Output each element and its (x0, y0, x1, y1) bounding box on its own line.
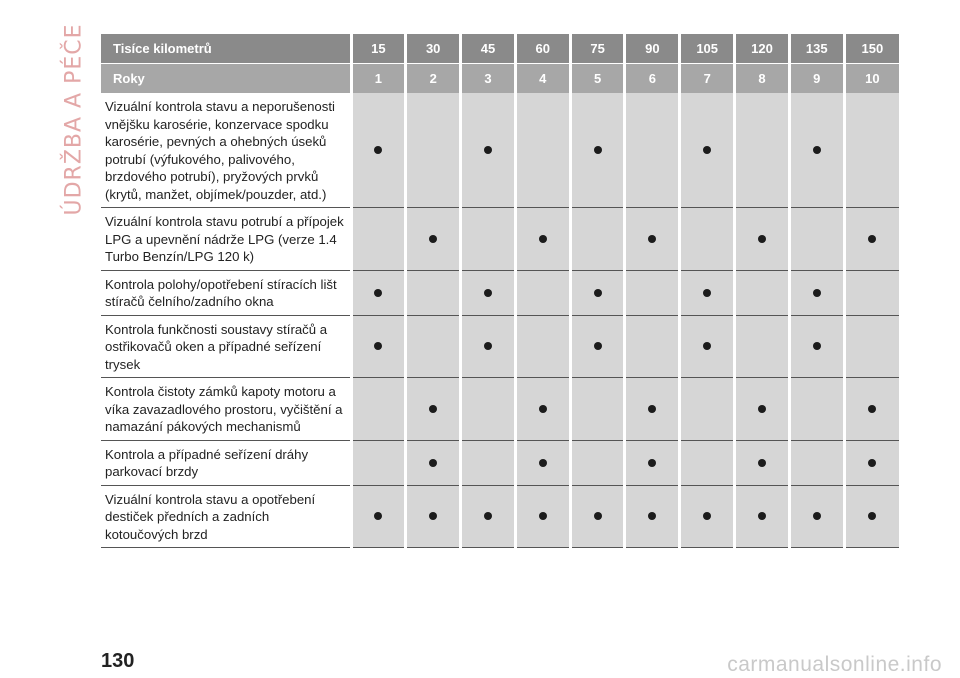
schedule-cell (844, 378, 899, 441)
schedule-cell (844, 485, 899, 548)
interval-dot-icon (484, 512, 492, 520)
table-row (101, 485, 899, 548)
schedule-cell (351, 378, 406, 441)
schedule-cell (351, 440, 406, 485)
interval-dot-icon (648, 512, 656, 520)
schedule-cell (406, 440, 461, 485)
task-label: Kontrola funkčnosti soustavy stíračů a ostřikovačů oken a případné seřízení trysek (101, 315, 351, 378)
interval-dot-icon (813, 146, 821, 154)
km-value: 30 (406, 34, 461, 64)
interval-dot-icon (374, 512, 382, 520)
schedule-cell (351, 208, 406, 271)
interval-dot-icon (758, 459, 766, 467)
schedule-cell (351, 93, 406, 208)
year-value: 8 (735, 64, 790, 94)
schedule-cell (406, 378, 461, 441)
schedule-cell (789, 315, 844, 378)
interval-dot-icon (374, 342, 382, 350)
interval-dot-icon (813, 342, 821, 350)
interval-dot-icon (594, 342, 602, 350)
schedule-cell (625, 440, 680, 485)
km-header-label: Tisíce kilometrů (101, 34, 351, 64)
interval-dot-icon (758, 405, 766, 413)
schedule-cell (406, 208, 461, 271)
km-value: 120 (735, 34, 790, 64)
schedule-cell (461, 378, 516, 441)
schedule-cell (844, 93, 899, 208)
interval-dot-icon (813, 512, 821, 520)
schedule-cell (515, 485, 570, 548)
km-value: 75 (570, 34, 625, 64)
km-value: 45 (461, 34, 516, 64)
schedule-cell (515, 93, 570, 208)
schedule-cell (570, 315, 625, 378)
interval-dot-icon (429, 459, 437, 467)
schedule-cell (570, 440, 625, 485)
interval-dot-icon (648, 459, 656, 467)
section-title-vertical (56, 22, 92, 216)
interval-dot-icon (484, 146, 492, 154)
schedule-cell (570, 93, 625, 208)
schedule-cell (461, 485, 516, 548)
task-label: Kontrola polohy/opotřebení stíracích lišt stíračů čelního/zadního okna (101, 270, 351, 315)
schedule-body (101, 93, 899, 548)
interval-dot-icon (868, 235, 876, 243)
interval-dot-icon (594, 289, 602, 297)
schedule-cell (789, 485, 844, 548)
schedule-cell (844, 440, 899, 485)
interval-dot-icon (429, 512, 437, 520)
schedule-cell (735, 208, 790, 271)
year-value: 9 (789, 64, 844, 94)
years-header-row (101, 64, 899, 94)
task-label: Vizuální kontrola stavu a opotřebení destiček předních a zadních kotoučových brzd (101, 485, 351, 548)
schedule-cell (625, 315, 680, 378)
interval-dot-icon (868, 512, 876, 520)
schedule-cell (515, 440, 570, 485)
km-value: 15 (351, 34, 406, 64)
interval-dot-icon (539, 512, 547, 520)
year-value: 1 (351, 64, 406, 94)
schedule-cell (680, 315, 735, 378)
schedule-cell (351, 315, 406, 378)
interval-dot-icon (484, 342, 492, 350)
task-label: Kontrola čistoty zámků kapoty motoru a víka zavazadlového prostoru, vyčištění a namazání pákových mechanismů (101, 378, 351, 441)
schedule-cell (625, 208, 680, 271)
maintenance-schedule-table (101, 34, 899, 548)
watermark: carmanualsonline.info (727, 653, 942, 676)
table-row (101, 315, 899, 378)
schedule-cell (844, 315, 899, 378)
schedule-cell (789, 208, 844, 271)
year-value: 4 (515, 64, 570, 94)
km-header-row (101, 34, 899, 64)
interval-dot-icon (539, 235, 547, 243)
interval-dot-icon (758, 512, 766, 520)
schedule-cell (625, 270, 680, 315)
interval-dot-icon (813, 289, 821, 297)
schedule-cell (625, 378, 680, 441)
km-value: 90 (625, 34, 680, 64)
schedule-cell (625, 485, 680, 548)
schedule-cell (461, 93, 516, 208)
schedule-cell (570, 270, 625, 315)
interval-dot-icon (539, 405, 547, 413)
schedule-cell (570, 378, 625, 441)
schedule-cell (406, 93, 461, 208)
schedule-cell (789, 378, 844, 441)
schedule-cell (789, 93, 844, 208)
year-value: 2 (406, 64, 461, 94)
km-value: 60 (515, 34, 570, 64)
schedule-cell (680, 93, 735, 208)
interval-dot-icon (703, 146, 711, 154)
schedule-cell (406, 270, 461, 315)
interval-dot-icon (429, 235, 437, 243)
km-value: 135 (789, 34, 844, 64)
interval-dot-icon (868, 405, 876, 413)
interval-dot-icon (594, 512, 602, 520)
years-header-label: Roky (101, 64, 351, 94)
table-row (101, 208, 899, 271)
schedule-cell (515, 378, 570, 441)
schedule-cell (351, 485, 406, 548)
year-value: 10 (844, 64, 899, 94)
year-value: 3 (461, 64, 516, 94)
interval-dot-icon (703, 512, 711, 520)
schedule-cell (844, 208, 899, 271)
schedule-cell (789, 440, 844, 485)
task-label: Vizuální kontrola stavu potrubí a přípojek LPG a upevnění nádrže LPG (verze 1.4 Turbo Benzín/LPG 120 k) (101, 208, 351, 271)
schedule-cell (844, 270, 899, 315)
table-row (101, 440, 899, 485)
schedule-cell (680, 208, 735, 271)
interval-dot-icon (594, 146, 602, 154)
interval-dot-icon (648, 235, 656, 243)
schedule-cell (461, 315, 516, 378)
schedule-cell (680, 378, 735, 441)
year-value: 7 (680, 64, 735, 94)
year-value: 5 (570, 64, 625, 94)
interval-dot-icon (703, 289, 711, 297)
schedule-cell (515, 208, 570, 271)
schedule-cell (680, 485, 735, 548)
schedule-cell (570, 485, 625, 548)
interval-dot-icon (484, 289, 492, 297)
schedule-cell (406, 485, 461, 548)
schedule-cell (625, 93, 680, 208)
interval-dot-icon (374, 146, 382, 154)
section-title: ÚDRŽBA A PÉČE (61, 22, 87, 216)
table-row (101, 93, 899, 208)
schedule-cell (351, 270, 406, 315)
interval-dot-icon (758, 235, 766, 243)
task-label: Kontrola a případné seřízení dráhy parkovací brzdy (101, 440, 351, 485)
interval-dot-icon (868, 459, 876, 467)
interval-dot-icon (703, 342, 711, 350)
schedule-cell (735, 93, 790, 208)
interval-dot-icon (374, 289, 382, 297)
task-label: Vizuální kontrola stavu a neporušenosti vnějšku karosérie, konzervace spodku karosérie, pevných a ohebných úseků potrubí (výfukového, palivového, brzdového potrubí), pryžových prvků (krytů, manžet, objímek/pouzder, atd.) (101, 93, 351, 208)
interval-dot-icon (648, 405, 656, 413)
schedule-cell (515, 270, 570, 315)
schedule-cell (735, 270, 790, 315)
km-value: 150 (844, 34, 899, 64)
schedule-cell (735, 440, 790, 485)
schedule-cell (406, 315, 461, 378)
schedule-cell (735, 378, 790, 441)
interval-dot-icon (429, 405, 437, 413)
schedule-cell (461, 440, 516, 485)
schedule-cell (461, 208, 516, 271)
schedule-cell (735, 485, 790, 548)
schedule-cell (789, 270, 844, 315)
schedule-cell (515, 315, 570, 378)
schedule-cell (735, 315, 790, 378)
schedule-cell (680, 270, 735, 315)
interval-dot-icon (539, 459, 547, 467)
schedule-cell (680, 440, 735, 485)
schedule-cell (570, 208, 625, 271)
table-row (101, 378, 899, 441)
page-number: 130 (101, 650, 135, 672)
schedule-cell (461, 270, 516, 315)
km-value: 105 (680, 34, 735, 64)
year-value: 6 (625, 64, 680, 94)
table-row (101, 270, 899, 315)
